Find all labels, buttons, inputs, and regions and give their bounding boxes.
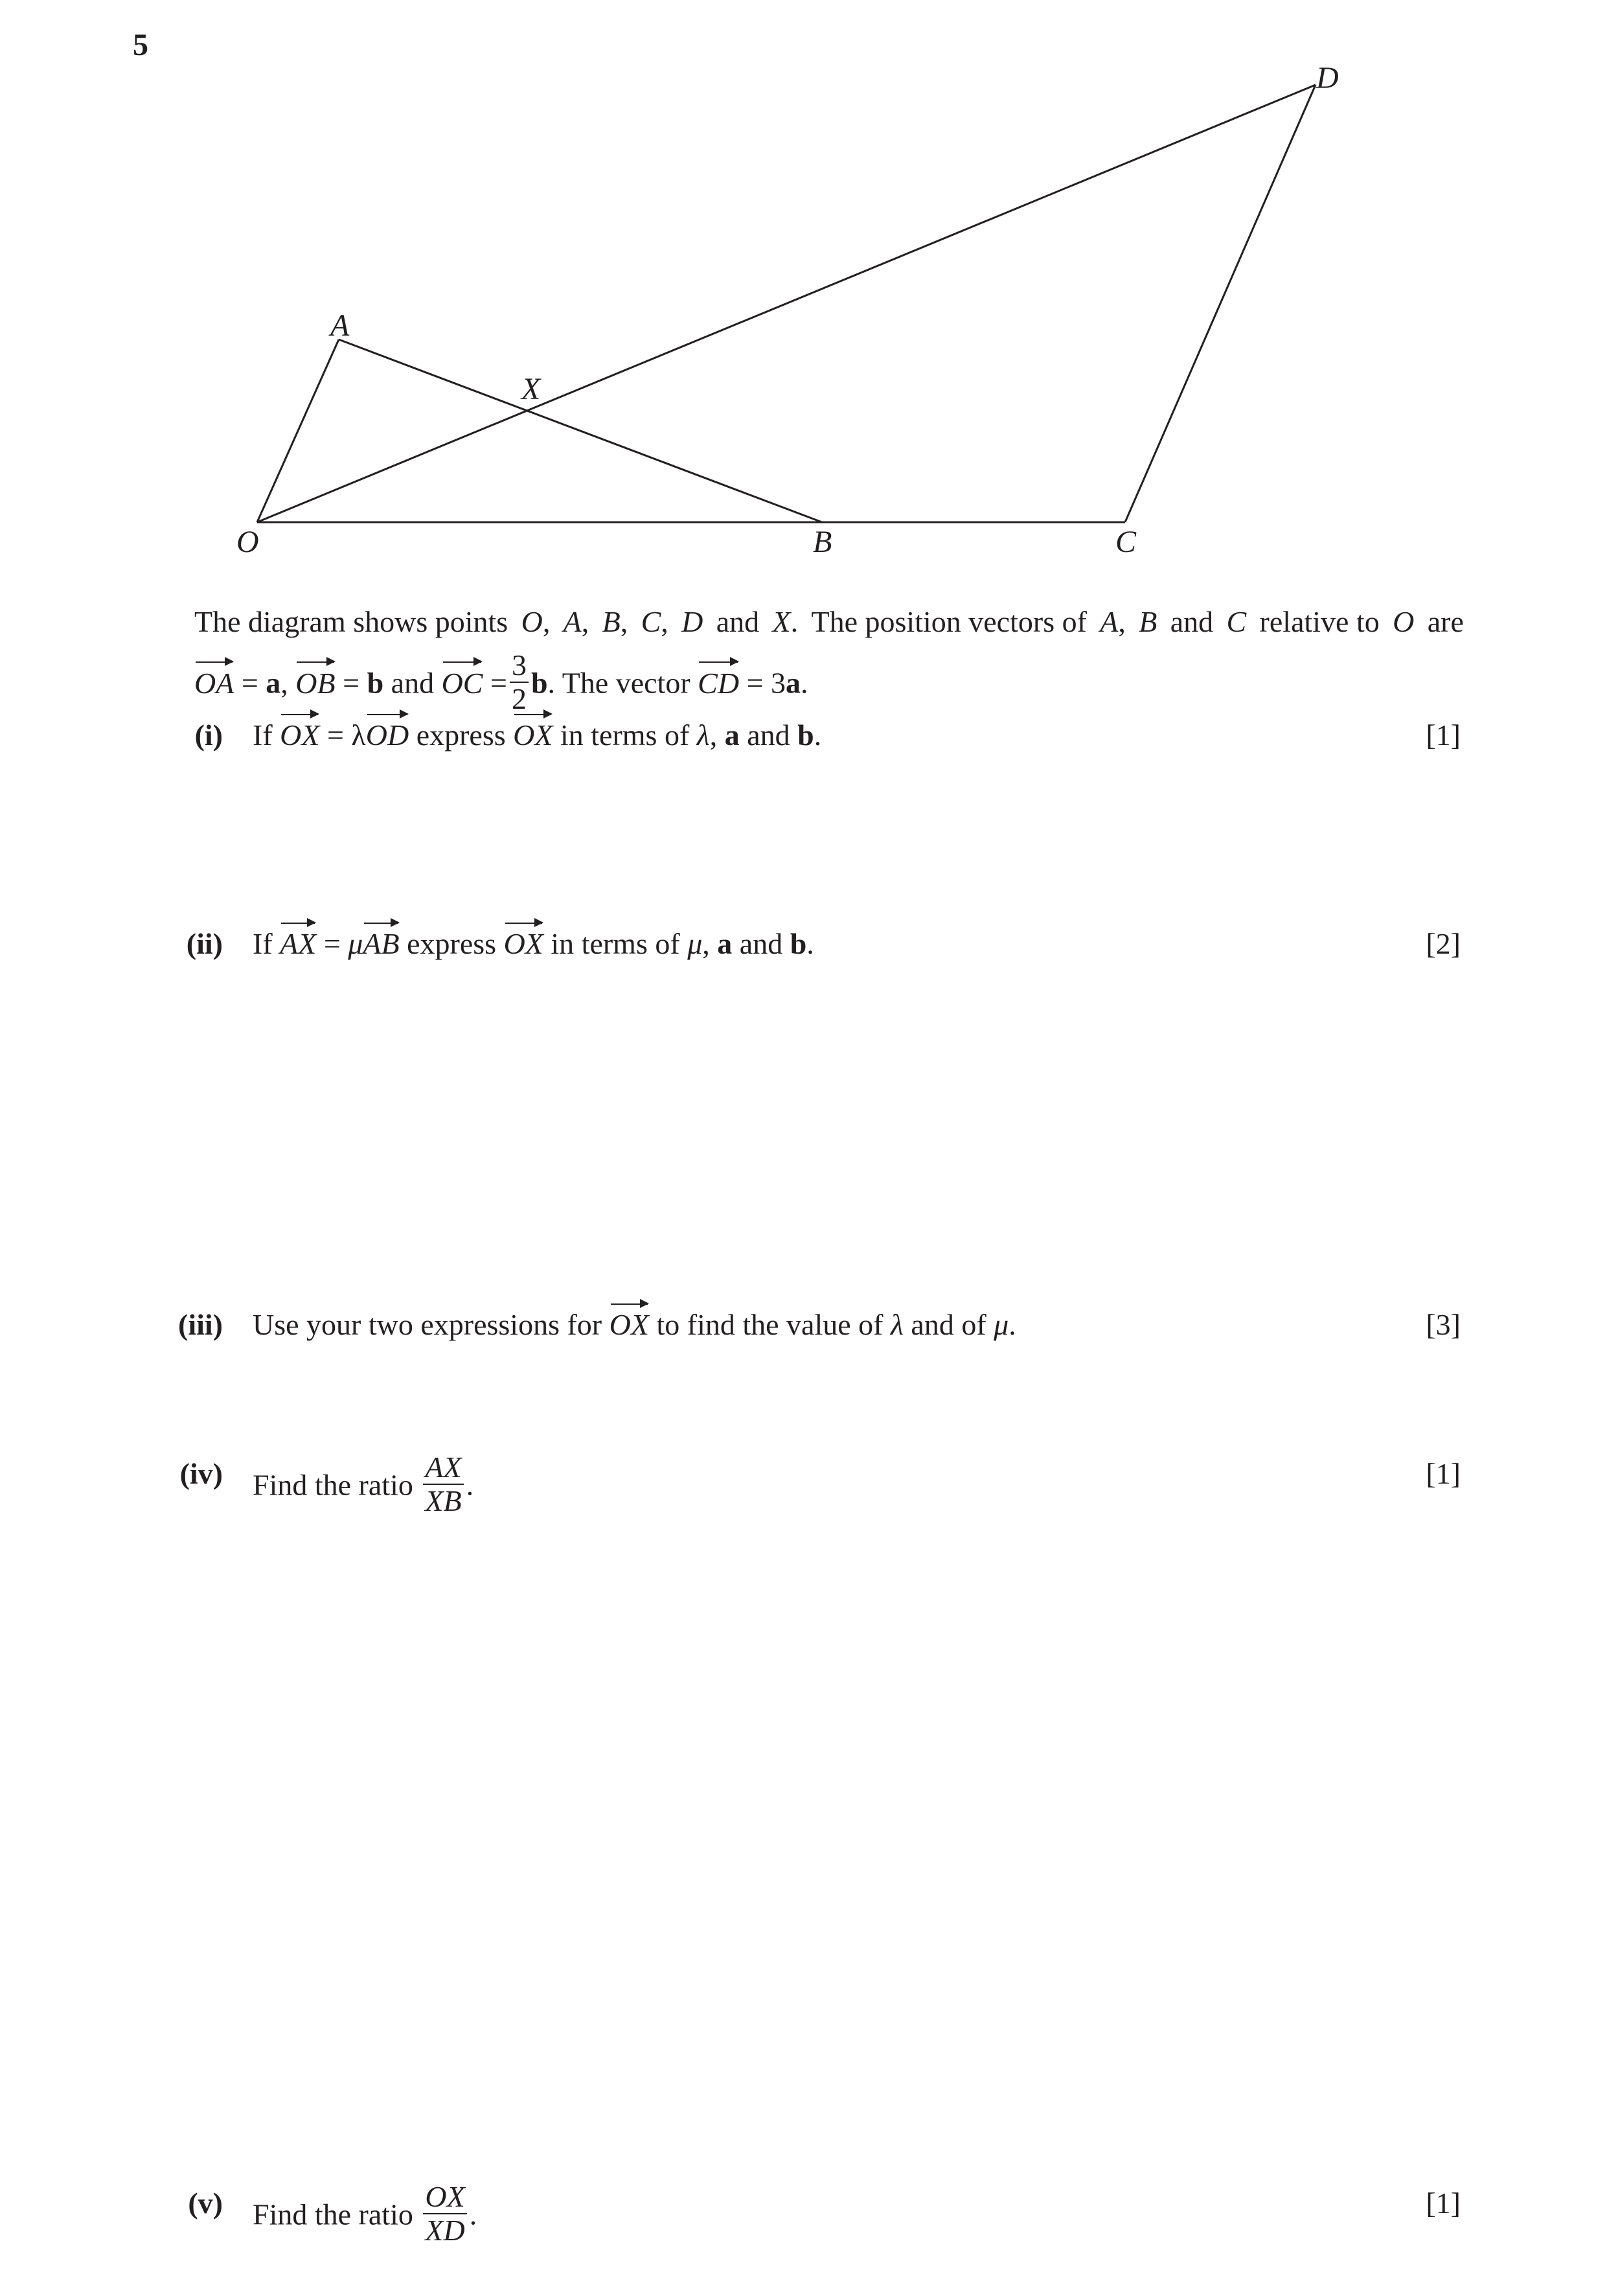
- vector-diagram: [0, 0, 1607, 583]
- intro-line-1: The diagram shows points O, A, B, C, D and X. The position vectors of A, B and C relative to O are: [194, 605, 1464, 638]
- part-ii: [0, 926, 1607, 972]
- label-point-C: C: [1115, 525, 1137, 559]
- vector-OB: OB: [295, 665, 335, 701]
- part-label: (iii): [178, 1308, 223, 1341]
- part-label: (i): [194, 718, 223, 752]
- part-iv-text: Find the ratio $\frac{AX}{XB}$ .: [253, 1451, 474, 1517]
- question-number: 5: [133, 28, 148, 62]
- marks: [2]: [1426, 927, 1461, 960]
- diagram-lines: [257, 85, 1316, 522]
- part-v-text: Find the ratio $\frac{OX}{XD}$ .: [253, 2180, 477, 2247]
- label-point-B: B: [813, 525, 832, 559]
- part-iv: [0, 1451, 1607, 1517]
- marks: [1]: [1426, 1457, 1461, 1490]
- part-ii-text: If AX = μAB express OX in terms of μ, a and b.: [253, 927, 814, 960]
- vector-OA: OA: [194, 665, 234, 701]
- part-i: [0, 718, 1607, 763]
- line-AB: [339, 339, 822, 522]
- intro-line-2: OA = a, OB = b and OC = $\frac{3}{2}$ b. The vector CD = 3a.: [194, 649, 808, 715]
- part-iii: [0, 1307, 1607, 1353]
- line-OA: [257, 339, 339, 522]
- label-point-X: X: [521, 372, 541, 406]
- part-v: [0, 2180, 1607, 2247]
- vector-CD: CD: [698, 665, 739, 701]
- line-CD: [1125, 85, 1316, 522]
- label-point-O: O: [236, 525, 259, 559]
- marks: [3]: [1426, 1308, 1461, 1341]
- part-i-text: If OX = λOD express OX in terms of λ, a and b.: [253, 718, 822, 752]
- label-point-D: D: [1316, 61, 1339, 95]
- marks: [1]: [1426, 718, 1461, 752]
- ratio-fraction: $\frac{AX}{XB}$: [423, 1452, 463, 1516]
- line-OD: [257, 85, 1316, 522]
- part-label: (v): [188, 2187, 223, 2220]
- part-label: (ii): [186, 927, 223, 960]
- part-iii-text: Use your two expressions for OX to find the value of λ and of μ.: [253, 1308, 1016, 1341]
- part-label: (iv): [179, 1457, 223, 1490]
- vector-OC: OC: [442, 665, 483, 701]
- fraction-three-halves: $\frac{3}{2}$: [510, 650, 529, 714]
- label-point-A: A: [330, 308, 350, 343]
- ratio-fraction: $\frac{OX}{XD}$: [423, 2182, 466, 2245]
- marks: [1]: [1426, 2187, 1461, 2220]
